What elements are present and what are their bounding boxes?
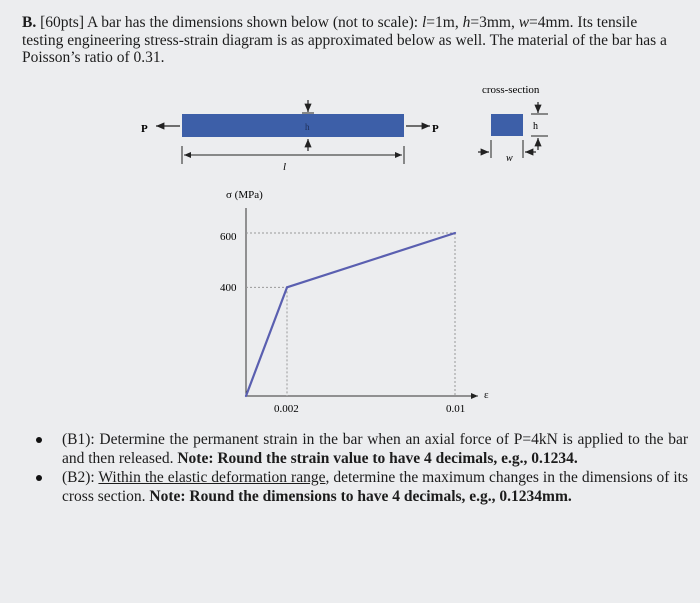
curve-point: [286, 287, 288, 289]
curve-segment: [246, 287, 287, 396]
val-l: =1m,: [426, 14, 463, 31]
bullet-dot: [36, 475, 42, 481]
question-b1: [18, 430, 688, 468]
problem-text-2: Its tensile testing engineering stress-strain diagram is as approximated below as well. The material of the bar has a Poisson’s ratio of 0.31.: [22, 14, 667, 66]
curve-point: [454, 232, 456, 234]
question-b2-prefix: (B2):: [62, 469, 99, 486]
x-tick-001: 0.01: [446, 403, 466, 415]
problem-points: [60pts]: [40, 14, 85, 31]
cross-section-title: cross-section: [482, 84, 540, 96]
length-label: l: [283, 161, 287, 173]
load-label-left: P: [141, 123, 148, 135]
bullet-dot: [36, 437, 42, 443]
curve-segment: [287, 233, 455, 287]
val-w: =4mm.: [529, 14, 574, 31]
question-b2: [18, 468, 688, 506]
problem-text-1: A bar has the dimensions shown below (not to scale):: [87, 14, 422, 31]
cs-w-label: w: [506, 153, 513, 164]
problem-heading: B.: [22, 14, 37, 31]
question-b2-note: Note: Round the dimensions to have 4 decimals, e.g., 0.1234mm.: [149, 488, 572, 505]
var-h: h: [462, 14, 471, 31]
cs-h-label: h: [533, 121, 538, 132]
question-b2-text: , determine the maximum changes in the dimensions of its cross section.: [62, 469, 688, 505]
height-label: h: [305, 122, 310, 132]
bar: [182, 114, 404, 137]
cross-section-rect: [491, 114, 523, 136]
question-b1-text: (B1): Determine the permanent strain in the bar when an axial force of P=4kN is applied to the bar and then released.: [62, 431, 688, 467]
stress-strain-chart: [220, 189, 489, 415]
questions-list: [18, 430, 688, 506]
y-tick-600: 600: [220, 231, 237, 243]
var-l: l: [421, 14, 427, 31]
question-b2-underlined: Within the elastic deformation range: [98, 469, 326, 486]
x-axis-label: ε: [484, 389, 489, 401]
y-tick-400: 400: [220, 282, 237, 294]
var-w: w: [518, 14, 530, 31]
question-b1-note: Note: Round the strain value to have 4 decimals, e.g., 0.1234.: [177, 450, 578, 467]
val-h: =3mm,: [470, 14, 519, 31]
load-label-right: P: [432, 123, 439, 135]
y-axis-label: σ (MPa): [226, 189, 263, 201]
x-tick-0002: 0.002: [274, 403, 299, 415]
curve-point: [245, 395, 247, 397]
